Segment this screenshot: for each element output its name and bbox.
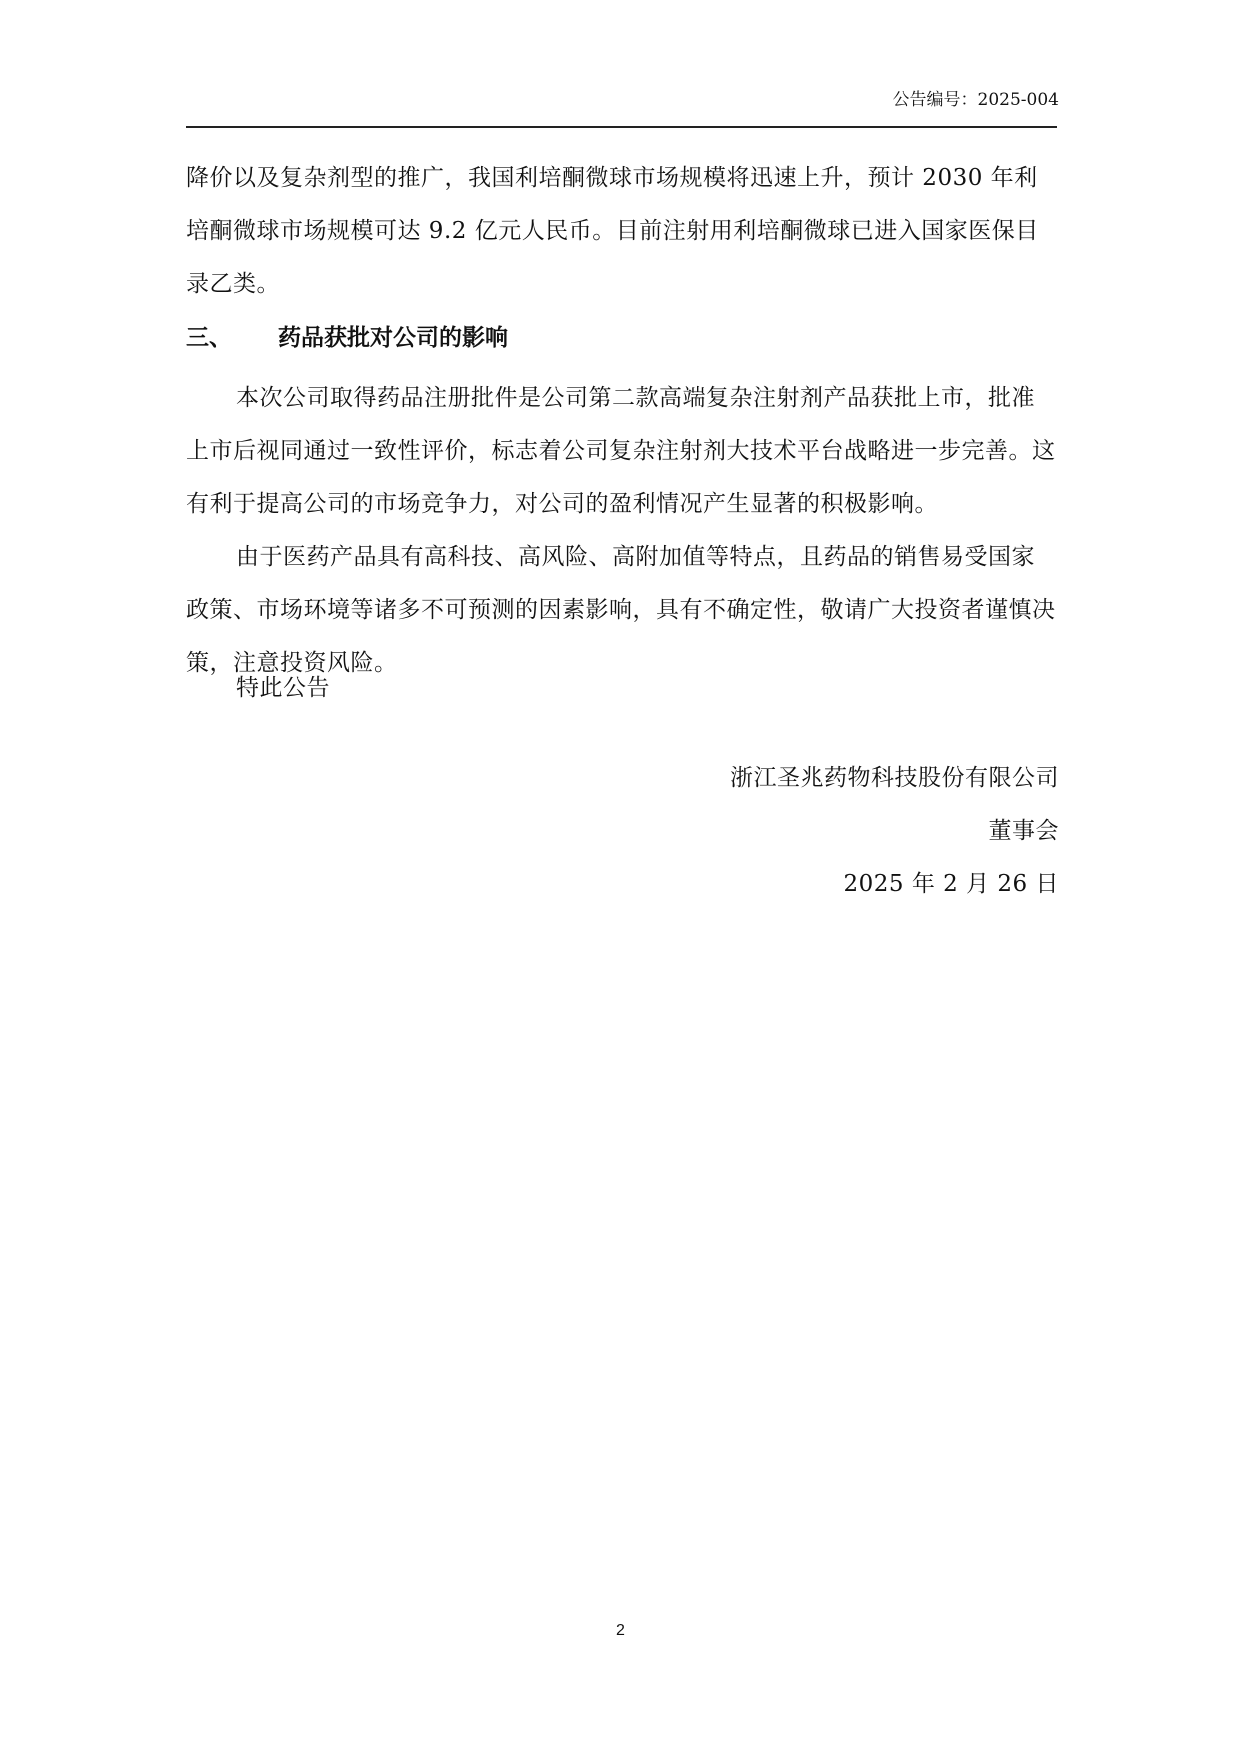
signature-board: 董事会 (988, 818, 1059, 844)
section-title: 药品获批对公司的影响 (278, 324, 508, 351)
paragraph-risk-notice: 由于医药产品具有高科技、高风险、高附加值等特点，且药品的销售易受国家政策、市场环境等诸多不可预测的因素影响，具有不确定性，敬请广大投资者谨慎决策，注意投资风险。 (186, 544, 1056, 676)
page-number: 2 (616, 1622, 625, 1639)
signature-date: 2025 年 2 月 26 日 (843, 871, 1059, 897)
continuation-paragraph: 降价以及复杂剂型的推广，我国利培酮微球市场规模将迅速上升，预计 2030 年利培酮微球市场规模可达 9.2 亿元人民币。目前注射用利培酮微球已进入国家医保目录乙类。 (186, 165, 1039, 297)
header-divider (186, 126, 1057, 128)
paragraph-impact: 本次公司取得药品注册批件是公司第二款高端复杂注射剂产品获批上市，批准上市后视同通过一致性评价，标志着公司复杂注射剂大技术平台战略进一步完善。这有利于提高公司的市场竞争力，对公司的盈利情况产生显著的积极影响。 (186, 385, 1056, 517)
section-number: 三、 (186, 324, 232, 351)
announcement-code: 公告编号：2025-004 (892, 90, 1059, 110)
section-heading (186, 311, 508, 364)
signature-company: 浙江圣兆药物科技股份有限公司 (730, 765, 1059, 791)
paragraph-closing: 特此公告 (236, 675, 330, 701)
